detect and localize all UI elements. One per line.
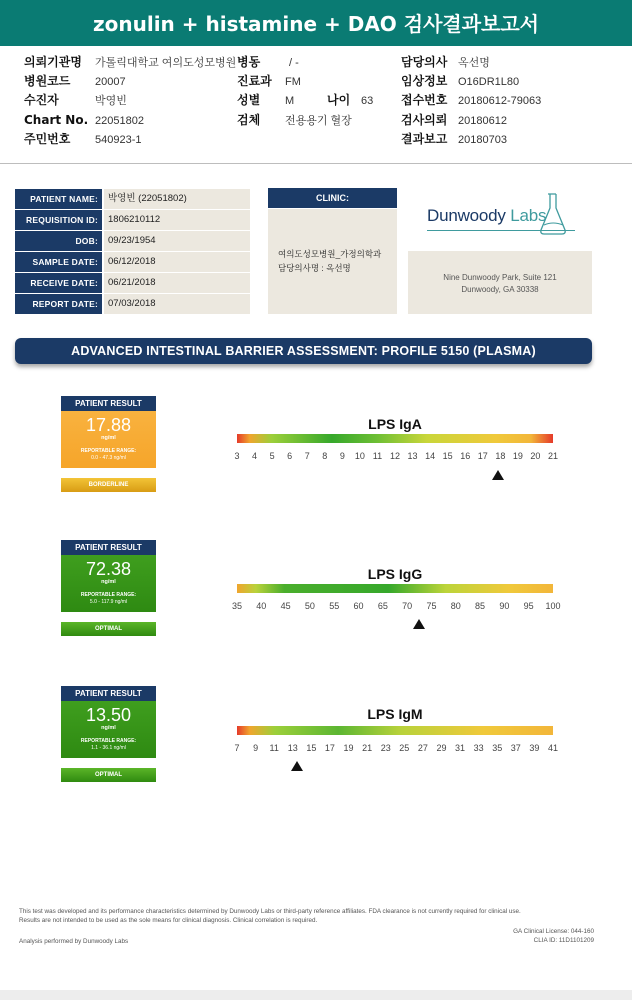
gauge-tick-label: 7 [304,451,310,461]
gauge-tick-label: 23 [380,743,391,753]
gauge-tick-label: 21 [547,451,559,461]
result-value: 13.50 [85,705,132,725]
report-title: zonulin + histamine + DAO 검사결과보고서 [0,0,632,46]
chart-title-igm: LPS IgM [367,706,423,722]
gauge-tick-label: 10 [354,451,365,461]
result-header: PATIENT RESULT [61,686,156,701]
header-left-3 [24,111,144,131]
header-label: 접수번호 [401,93,448,107]
gauge-tick-label: 4 [252,451,258,461]
gauge-tick-label: 40 [256,601,267,611]
gauge-tick-label: 13 [287,743,298,753]
gauge-tick-label: 19 [343,743,354,753]
header-value: 20007 [95,76,126,88]
gauge-tick-label: 11 [269,743,279,753]
gauge-bar-iga [237,434,553,443]
lab-address-line-2: Dunwoody, GA 30338 [461,285,539,294]
header-right-1 [401,72,519,92]
header-label: 나이 [327,93,351,107]
gauge-tick-label: 70 [402,601,413,611]
gauge-tick-label: 31 [455,743,466,753]
gauge-tick-label: 35 [231,601,243,611]
gauge-tick-label: 27 [417,743,428,753]
gauge-tick-label: 13 [407,451,418,461]
gauge-tick-label: 5 [269,451,275,461]
gauge-tick-label: 3 [234,451,240,461]
gauge-tick-label: 20 [530,451,541,461]
gauge-tick-label: 85 [475,601,486,611]
gauge-tick-label: 50 [304,601,315,611]
patient-value: 09/23/1954 [104,231,250,251]
header-label: 진료과 [237,74,272,88]
patient-label: REQUISITION ID: [15,210,102,230]
header-left-1 [24,72,126,92]
gauge-tick-label: 25 [399,743,410,753]
footer-license: GA Clinical License: 044-160 [513,928,594,935]
header-label: 수진자 [24,93,59,107]
footer-license-block [513,927,594,945]
header-right-2 [401,91,541,111]
chart-title-iga: LPS IgA [368,416,422,432]
header-label: 병동 [237,55,261,69]
section-banner: ADVANCED INTESTINAL BARRIER ASSESSMENT: PROFILE 5150 (PLASMA) [15,338,592,364]
result-value: 72.38 [85,559,132,579]
result-unit: ng/ml [101,725,116,731]
header-right-4 [401,130,507,150]
gauge-tick-label: 60 [353,601,364,611]
header-dept [237,72,301,92]
gauge-tick-label: 29 [436,743,447,753]
header-value: 옥선명 [458,57,490,69]
lab-name-sub: Labs [510,206,547,225]
patient-label: PATIENT NAME: [15,189,102,209]
header-label: 임상정보 [401,74,448,88]
header-right-3 [401,111,507,131]
result-unit: ng/ml [101,435,116,441]
gauge-tick-label: 65 [377,601,388,611]
header-left-4 [24,130,142,150]
gauge-tick-label: 19 [512,451,523,461]
header-value: 20180612 [458,115,507,127]
patient-value: 1806210112 [104,210,250,230]
gauge-tick-label: 6 [287,451,293,461]
header-value: 20180612-79063 [458,95,542,107]
gauge-tick-label: 15 [306,743,317,753]
chart-title-igg: LPS IgG [367,566,423,582]
footer-clia: CLIA ID: 11D1101209 [533,937,594,944]
gauge-tick-label: 16 [460,451,471,461]
header-left-2 [24,91,127,111]
lab-address [408,251,592,314]
result-status-badge: OPTIMAL [61,622,156,636]
gauge-tick-label: 8 [322,451,328,461]
gauge-tick-label: 37 [510,743,521,753]
gauge-tick-label: 17 [324,743,335,753]
result-status-badge: BORDERLINE [61,478,156,492]
header-specimen [237,111,352,131]
gauge-tick-label: 14 [425,451,436,461]
header-ward [237,53,299,73]
result-value: 17.88 [85,415,132,435]
lab-address-line-1: Nine Dunwoody Park, Suite 121 [443,273,557,282]
footer-disclaimer-line-1: This test was developed and its performance characteristics determined by Dunwoody Labs or third-party reference affiliates. FDA clearance is not currently required for clinical use. [19,908,521,915]
gauge-tick-label: 35 [492,743,503,753]
patient-value: 06/12/2018 [104,252,250,272]
patient-value: 06/21/2018 [104,273,250,293]
result-header: PATIENT RESULT [61,396,156,411]
header-sex [237,91,294,111]
result-range: 0.0 - 47.3 ng/ml [91,455,126,461]
clinic-header: CLINIC: [268,188,397,208]
header-divider [0,163,632,164]
result-range: 1.1 - 36.1 ng/ml [91,745,126,751]
header-label: 주민번호 [24,132,71,146]
lab-name-main: Dunwoody [427,206,506,225]
gauge-marker-triangle [291,761,303,771]
lab-name [427,206,546,226]
header-label: Chart No. [24,113,89,127]
gauge-marker-triangle [413,619,425,629]
gauge-tick-label: 75 [426,601,437,611]
gauge-tick-label: 21 [362,743,373,753]
lab-logo [420,190,600,240]
gauge-bar-igg [237,584,553,593]
gauge-bar-igm [237,726,553,735]
result-body [61,555,156,612]
gauge-tick-label: 15 [442,451,453,461]
gauge-tick-label: 17 [477,451,488,461]
header-value: 박영빈 [95,95,127,107]
gauge-tick-label: 100 [545,601,561,611]
gauge-tick-label: 7 [234,743,240,753]
result-range: 5.0 - 117.9 ng/ml [89,599,128,605]
header-label: 검체 [237,113,261,127]
header-label: 의뢰기관명 [24,55,82,69]
header-value: 540923-1 [95,134,142,146]
result-range-label: REPORTABLE RANGE: [80,448,137,454]
gauge-tick-label: 12 [389,451,401,461]
gauge-tick-label: 9 [253,743,259,753]
gauge-tick-label: 9 [339,451,345,461]
gauge-tick-label: 39 [529,743,540,753]
gauge-tick-label: 18 [495,451,506,461]
header-value: M [285,95,295,107]
gauge-tick-label: 11 [372,451,383,461]
clinic-line-1: 여의도성모병원_가정의학과 [278,249,382,259]
gauge-tick-label: 95 [523,601,534,611]
result-header: PATIENT RESULT [61,540,156,555]
page-bottom-strip [0,990,632,1000]
footer-disclaimer [19,907,609,925]
header-age [327,91,373,111]
header-value: / - [289,57,299,69]
result-unit: ng/ml [101,579,116,585]
result-body [61,411,156,468]
clinic-line-2: 담당의사명 : 옥선명 [278,263,351,273]
result-range-label: REPORTABLE RANGE: [80,592,137,598]
patient-value: 07/03/2018 [104,294,250,314]
footer-performed-by: Analysis performed by Dunwoody Labs [19,938,129,945]
result-range-label: REPORTABLE RANGE: [80,738,137,744]
header-value: 전용용기 혈장 [285,115,352,127]
header-left-0 [24,53,236,73]
gauge-tick-label: 33 [473,743,484,753]
logo-underline [427,230,575,231]
result-status-badge: OPTIMAL [61,768,156,782]
header-label: 성별 [237,93,261,107]
gauge-tick-label: 80 [450,601,461,611]
header-right-0 [401,53,490,73]
header-value: 22051802 [95,115,144,127]
footer-disclaimer-line-2: Results are not intended to be used as the sole means for clinical diagnosis. Clinical correlation is required. [19,917,318,924]
header-value: O16DR1L80 [458,76,520,88]
header-value: 가톨릭대학교 여의도성모병원 [95,57,237,69]
clinic-box [268,209,397,314]
header-value: 63 [361,95,374,107]
gauge-tick-label: 90 [499,601,510,611]
header-value: FM [285,76,301,88]
patient-label: DOB: [15,231,102,251]
patient-value: 박영빈 (22051802) [104,189,250,209]
gauge-marker-triangle [492,470,504,480]
header-label: 결과보고 [401,132,448,146]
patient-label: SAMPLE DATE: [15,252,102,272]
header-label: 담당의사 [401,55,448,69]
result-body [61,701,156,758]
gauge-tick-label: 45 [280,601,291,611]
patient-label: REPORT DATE: [15,294,102,314]
header-value: 20180703 [458,134,507,146]
header-label: 병원코드 [24,74,71,88]
patient-label: RECEIVE DATE: [15,273,102,293]
gauge-tick-label: 41 [547,743,559,753]
header-label: 검사의뢰 [401,113,448,127]
gauge-tick-label: 55 [329,601,340,611]
